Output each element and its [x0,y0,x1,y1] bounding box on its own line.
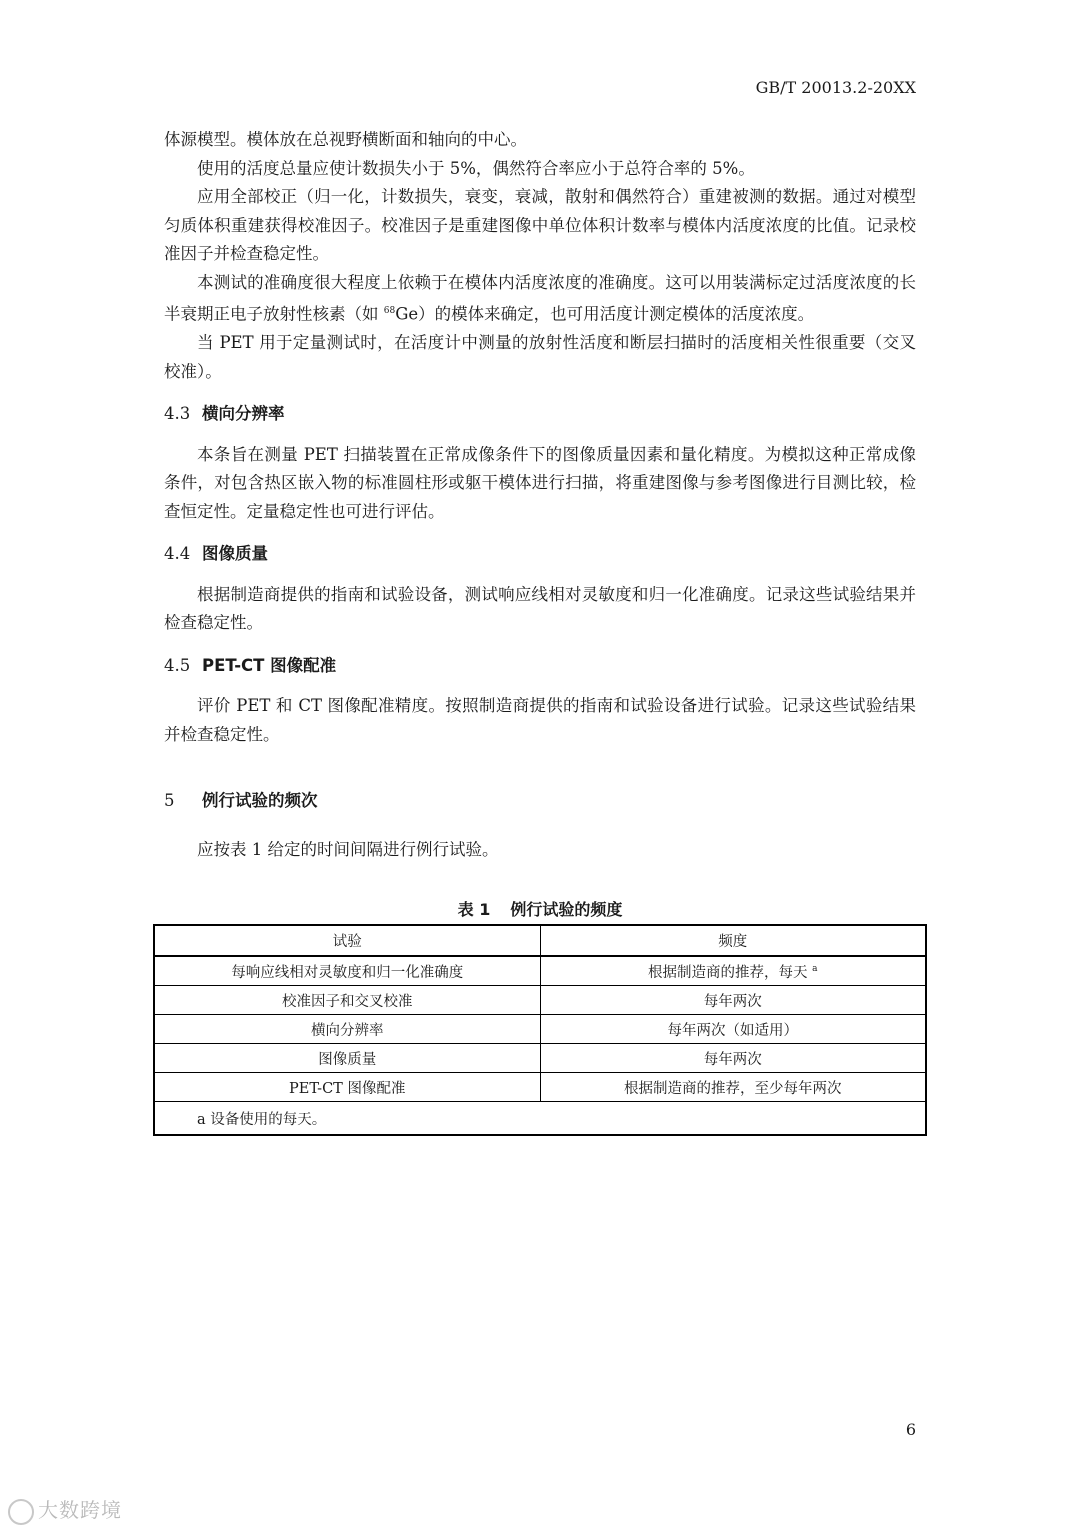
paragraph: 体源模型。模体放在总视野横断面和轴向的中心。 [164,130,527,149]
cell-text: 根据制造商的推荐，每天 [648,964,808,981]
table-cell: PET-CT 图像配准 [154,1073,540,1102]
doc-id-header: GB/T 20013.2-20XX [755,78,916,97]
table-header-row [154,925,926,956]
frequency-table [153,924,927,1136]
page-number: 6 [905,1420,916,1439]
table-cell: 每年两次 [540,986,926,1015]
section-title: PET-CT 图像配准 [202,655,337,675]
section-title: 例行试验的频次 [202,791,318,810]
footnote-mark: a [812,963,818,974]
superscript: 68 [383,306,396,316]
paragraph: 应用全部校正（归一化，计数损失，衰变，衰减，散射和偶然符合）重建被测的数据。通过对模型匀质体积重建获得校准因子。校准因子是重建图像中单位体积计数率与模体内活度浓度的比值。记录校准因子并检查稳定性。 [164,187,916,263]
paragraph [164,269,916,330]
frequency-table-block [153,898,927,1136]
column-header: 频度 [540,925,926,956]
table-cell: 校准因子和交叉校准 [154,986,540,1015]
table-cell: 横向分辨率 [154,1015,540,1044]
section-heading-4-3 [164,400,916,429]
watermark-text: 大数跨境 [38,1498,122,1522]
section-title: 横向分辨率 [202,404,285,423]
section-number: 4.3 [164,404,191,423]
table-row [154,986,926,1015]
table-cell: 图像质量 [154,1044,540,1073]
body-content [164,126,916,864]
paragraph: 应按表 1 给定的时间间隔进行例行试验。 [197,839,499,859]
section-number: 4.4 [164,544,191,563]
table-cell [540,956,926,986]
table-row [154,1044,926,1073]
text-span: 本测试的准确度很大程度上依赖于在模体内活度浓度的准确度。这可以用装满标定过活度浓度的长半衰期正电子放射性核素（如 [164,272,916,324]
text-span: Ge）的模体来确定，也可用活度计测定模体的活度浓度。 [395,304,815,324]
table-caption [153,898,927,922]
section-number: 5 [164,791,175,810]
paragraph: 使用的活度总量应使计数损失小于 5%，偶然符合率应小于总符合率的 5%。 [197,158,755,178]
table-cell: 每年两次（如适用） [540,1015,926,1044]
paragraph: 本条旨在测量 PET 扫描装置在正常成像条件下的图像质量因素和量化精度。为模拟这种正常成像条件，对包含热区嵌入物的标准圆柱形或躯干模体进行扫描，将重建图像与参考图像进行目测比较，检查恒定性。定量稳定性也可进行评估。 [164,444,916,521]
watermark-logo [8,1494,122,1525]
table-cell: 每响应线相对灵敏度和归一化准确度 [154,956,540,986]
table-row [154,956,926,986]
section-number: 4.5 [164,655,191,675]
paragraph: 根据制造商提供的指南和试验设备，测试响应线相对灵敏度和归一化准确度。记录这些试验结果并检查稳定性。 [164,584,916,632]
column-header: 试验 [154,925,540,956]
table-cell: 根据制造商的推荐，至少每年两次 [540,1073,926,1102]
section-heading-5 [164,787,916,816]
table-row [154,1073,926,1102]
table-cell: 每年两次 [540,1044,926,1073]
table-caption-title: 例行试验的频度 [510,900,623,919]
paragraph: 评价 PET 和 CT 图像配准精度。按照制造商提供的指南和试验设备进行试验。记录这些试验结果并检查稳定性。 [164,696,916,744]
section-title: 图像质量 [202,544,268,563]
watermark-ring-icon [8,1499,34,1525]
table-footnote: a 设备使用的每天。 [154,1102,926,1136]
section-heading-4-5 [164,652,916,681]
section-heading-4-4 [164,540,916,569]
table-caption-number: 表 1 [457,900,491,919]
table-footnote-row [154,1102,926,1136]
paragraph: 当 PET 用于定量测试时，在活度计中测量的放射性活度和断层扫描时的活度相关性很重要（交叉校准）。 [164,333,916,381]
table-row [154,1015,926,1044]
